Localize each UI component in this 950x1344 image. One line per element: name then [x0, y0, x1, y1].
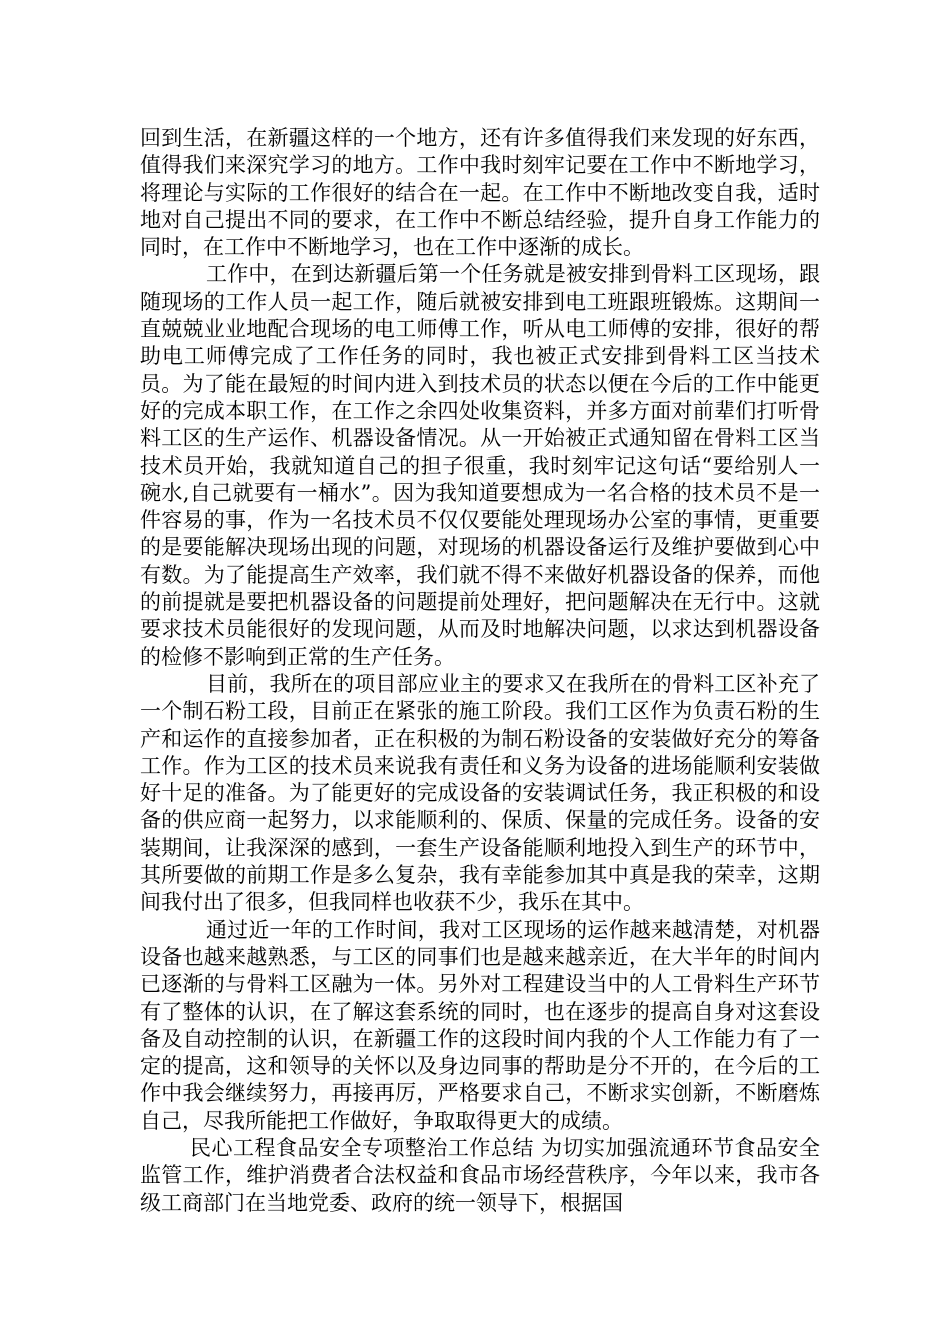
paragraph-3: 目前，我所在的项目部应业主的要求又在我所在的骨料工区补充了一个制石粉工段，目前正在紧张的施工阶段。我们工区作为负责石粉的生产和运作的直接参加者，正在积极的为制石粉设备的安装做好充分的筹备工作。作为工区的技术员来说我有责任和义务为设备的进场能顺利安装做好十足的准备。为了能更好的完成设备的安装调试任务，我正积极的和设备的供应商一起努力，以求能顺利的、保质、保量的完成任务。设备的安装期间，让我深深的感到，一套生产设备能顺利地投入到生产的环节中，其所要做的前期工作是多么复杂，我有幸能参加其中真是我的荣幸，这期间我付出了很多，但我同样也收获不少，我乐在其中。 — [140, 671, 820, 915]
paragraph-4: 通过近一年的工作时间，我对工区现场的运作越来越清楚，对机器设备也越来越熟悉，与工区的同事们也是越来越亲近，在大半年的时间内已逐渐的与骨料工区融为一体。另外对工程建设当中的人工骨料生产环节有了整体的认识，在了解这套系统的同时，也在逐步的提高自身对这套设备及自动控制的认识，在新疆工作的这段时间内我的个人工作能力有了一定的提高，这和领导的关怀以及身边同事的帮助是分不开的，在今后的工作中我会继续努力，再接再厉，严格要求自己，不断求实创新，不断磨炼自己，尽我所能把工作做好，争取取得更大的成绩。 — [140, 917, 820, 1133]
paragraph-1: 回到生活，在新疆这样的一个地方，还有许多值得我们来发现的好东西，值得我们来深究学习的地方。工作中我时刻牢记要在工作中不断地学习，将理论与实际的工作很好的结合在一起。在工作中不断地改变自我，适时地对自己提出不同的要求，在工作中不断总结经验，提升自身工作能力的同时，在工作中不断地学习，也在工作中逐渐的成长。 — [140, 126, 820, 260]
document-page — [140, 125, 820, 1217]
paragraph-2: 工作中，在到达新疆后第一个任务就是被安排到骨料工区现场，跟随现场的工作人员一起工作，随后就被安排到电工班跟班锻炼。这期间一直兢兢业业地配合现场的电工师傅工作，听从电工师傅的安排，很好的帮助电工师傅完成了工作任务的同时，我也被正式安排到骨料工区当技术员。为了能在最短的时间内进入到技术员的状态以便在今后的工作中能更好的完成本职工作，在工作之余四处收集资料，并多方面对前辈们打听骨料工区的生产运作、机器设备情况。从一开始被正式通知留在骨料工区当技术员开始，我就知道自己的担子很重，我时刻牢记这句话“要给别人一碗水,自己就要有一桶水”。因为我知道要想成为一名合格的技术员不是一件容易的事，作为一名技术员不仅仅要能处理现场办公室的事情，更重要的是要能解决现场出现的问题，对现场的机器设备运行及维护要做到心中有数。为了能提高生产效率，我们就不得不来做好机器设备的保养，而他的前提就是要把机器设备的问题提前处理好，把问题解决在无行中。这就要求技术员能很好的发现问题，从而及时地解决问题，以求达到机器设备的检修不影响到正常的生产任务。 — [140, 262, 820, 669]
paragraph-5: 民心工程食品安全专项整治工作总结 为切实加强流通环节食品安全监管工作，维护消费者合法权益和食品市场经营秩序，今年以来，我市各级工商部门在当地党委、政府的统一领导下，根据国 — [140, 1135, 820, 1215]
